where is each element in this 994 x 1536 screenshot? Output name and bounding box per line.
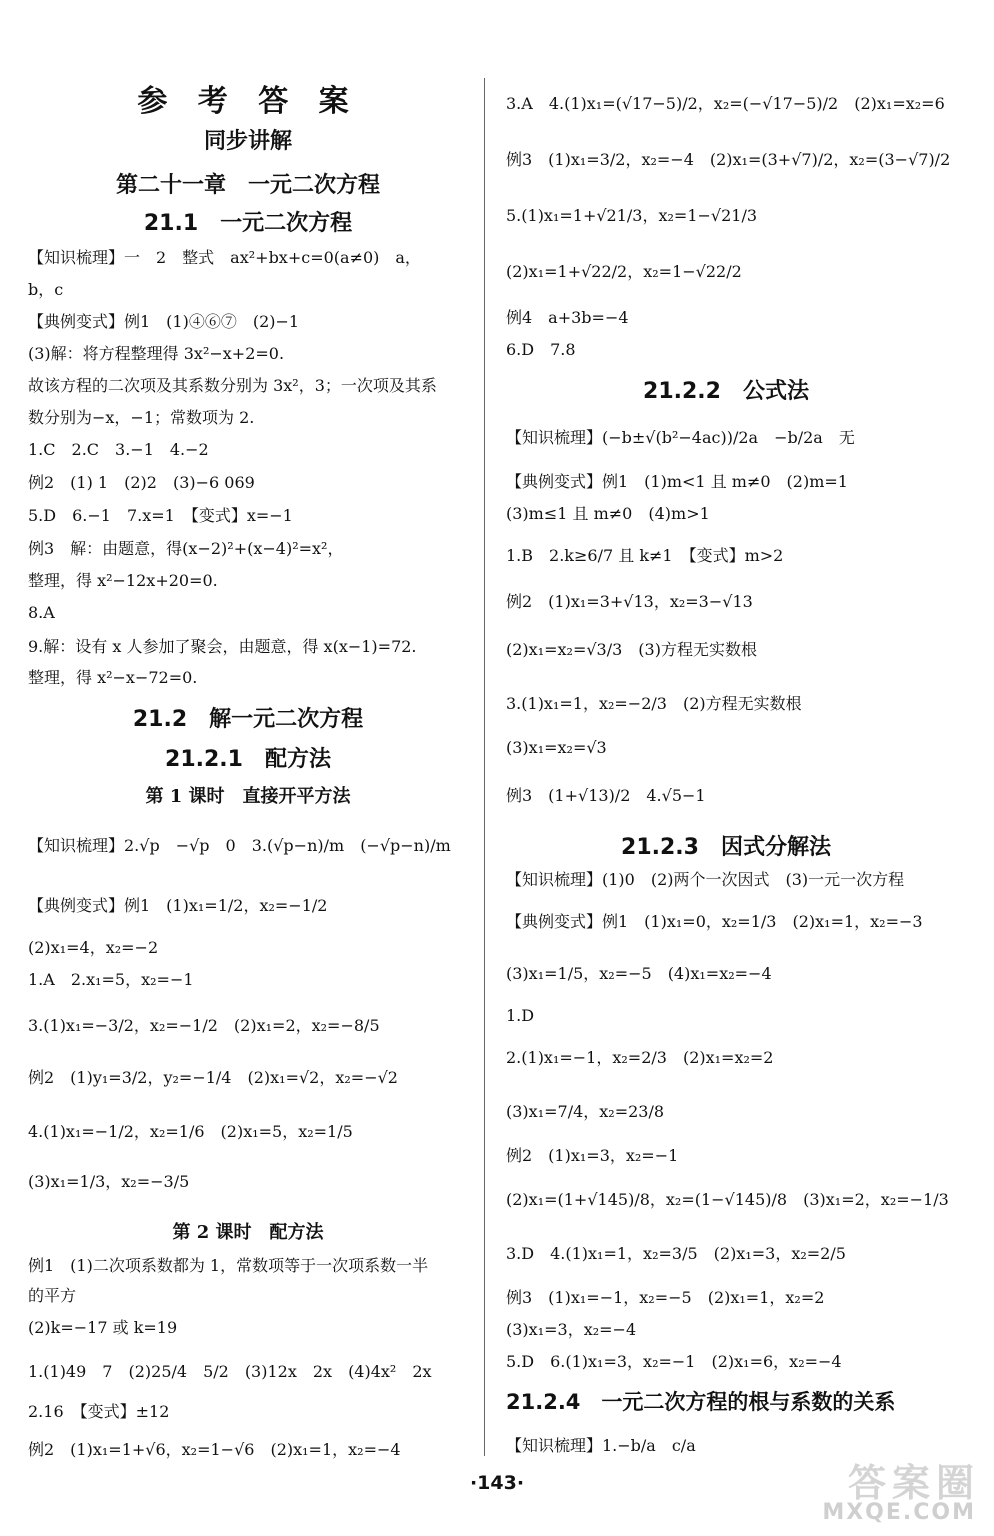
section-title-21-1: 21.1 一元二次方程	[143, 211, 353, 236]
lesson-title-2: 第 2 课时 配方法	[172, 1222, 324, 1243]
answer-line: (2)k=−17 或 k=19	[28, 1318, 178, 1337]
answer-line: 例2 (1)x₁=3，x₂=−1	[506, 1146, 679, 1165]
answer-line: 例2 (1)y₁=3/2，y₂=−1/4 (2)x₁=√2，x₂=−√2	[28, 1068, 398, 1087]
section-title-21-2-4: 21.2.4 一元二次方程的根与系数的关系	[506, 1390, 896, 1414]
lesson-title-1: 第 1 课时 直接开平方法	[145, 786, 351, 807]
answer-line: 4.(1)x₁=−1/2，x₂=1/6 (2)x₁=5，x₂=1/5	[28, 1122, 353, 1141]
answer-line: (2)x₁=x₂=√3/3 (3)方程无实数根	[506, 640, 757, 659]
answer-line: (2)x₁=(1+√145)/8，x₂=(1−√145)/8 (3)x₁=2，x₂=−1/3	[506, 1190, 949, 1209]
answer-line: 3.(1)x₁=−3/2，x₂=−1/2 (2)x₁=2，x₂=−8/5	[28, 1016, 380, 1035]
answer-line: 例3 (1+√13)/2 4.√5−1	[506, 786, 706, 805]
answer-line: 【知识梳理】2.√p −√p 0 3.(√p−n)/m (−√p−n)/m	[28, 836, 451, 855]
answer-line: b，c	[28, 280, 64, 299]
answer-line: 5.D 6.−1 7.x=1 【变式】x=−1	[28, 506, 293, 525]
answer-line: 2.(1)x₁=−1，x₂=2/3 (2)x₁=x₂=2	[506, 1048, 774, 1067]
answer-line: 5.(1)x₁=1+√21/3，x₂=1−√21/3	[506, 206, 758, 225]
answer-line: 5.D 6.(1)x₁=3，x₂=−1 (2)x₁=6，x₂=−4	[506, 1352, 842, 1371]
answer-line: 6.D 7.8	[506, 340, 576, 359]
answer-line: (3)x₁=1/3，x₂=−3/5	[28, 1172, 190, 1191]
answer-line: 3.(1)x₁=1，x₂=−2/3 (2)方程无实数根	[506, 694, 802, 713]
answer-line: (3)x₁=3，x₂=−4	[506, 1320, 637, 1339]
page-subtitle: 同步讲解	[203, 129, 292, 154]
answer-line: 3.A 4.(1)x₁=(√17−5)/2，x₂=(−√17−5)/2 (2)x₁=x₂=6	[506, 94, 945, 113]
answer-line: (3)x₁=x₂=√3	[506, 738, 607, 757]
answer-line: 【典例变式】例1 (1)x₁=0，x₂=1/3 (2)x₁=1，x₂=−3	[506, 912, 923, 931]
page-title: 参 考 答 案	[137, 84, 359, 119]
answer-line: (3)解：将方程整理得 3x²−x+2=0.	[28, 344, 285, 363]
answer-line: 1.D	[506, 1006, 535, 1025]
answer-line: 例1 (1)二次项系数都为 1，常数项等于一次项系数一半	[28, 1256, 429, 1275]
section-title-21-2-3: 21.2.3 因式分解法	[621, 835, 831, 860]
answer-line: 1.(1)49 7 (2)25/4 5/2 (3)12x 2x (4)4x² 2x	[28, 1362, 432, 1381]
answer-line: 【知识梳理】1.−b/a c/a	[506, 1436, 696, 1455]
watermark-logo	[810, 1452, 980, 1528]
answer-line: 例2 (1)x₁=3+√13，x₂=3−√13	[506, 592, 753, 611]
page-number: ·143·	[469, 1472, 525, 1494]
answer-line: (3)x₁=7/4，x₂=23/8	[506, 1102, 665, 1121]
answer-line: 故该方程的二次项及其系数分别为 3x²，3；一次项及其系	[28, 376, 437, 395]
answer-line: 3.D 4.(1)x₁=1，x₂=3/5 (2)x₁=3，x₂=2/5	[506, 1244, 846, 1263]
answer-line: 8.A	[28, 603, 55, 622]
answer-line: 【知识梳理】(1)0 (2)两个一次因式 (3)一元一次方程	[506, 870, 905, 889]
answer-line: 的平方	[28, 1286, 77, 1305]
answer-line: 【典例变式】例1 (1)④⑥⑦ (2)−1	[28, 312, 300, 331]
answer-line: 2.16 【变式】±12	[28, 1402, 170, 1421]
watermark-url: MXQE.COM	[822, 1500, 976, 1525]
answer-line: 例2 (1)x₁=1+√6，x₂=1−√6 (2)x₁=1，x₂=−4	[28, 1440, 401, 1459]
answer-line: 例4 a+3b=−4	[506, 308, 629, 327]
answer-line: 数分别为−x，−1；常数项为 2.	[28, 408, 255, 427]
answer-line: 【知识梳理】一 2 整式 ax²+bx+c=0(a≠0) a，	[28, 248, 421, 267]
section-title-21-2-1: 21.2.1 配方法	[165, 747, 331, 772]
answer-line: 例3 解：由题意，得(x−2)²+(x−4)²=x²，	[28, 539, 344, 558]
answer-line: 整理，得 x²−12x+20=0.	[28, 571, 218, 590]
answer-line: (3)x₁=1/5，x₂=−5 (4)x₁=x₂=−4	[506, 964, 772, 983]
answer-line: (2)x₁=1+√22/2，x₂=1−√22/2	[506, 262, 742, 281]
answer-line: 整理，得 x²−x−72=0.	[28, 668, 198, 687]
answer-line: 1.B 2.k≥6/7 且 k≠1 【变式】m>2	[506, 546, 784, 565]
answer-line: (2)x₁=4，x₂=−2	[28, 938, 159, 957]
answer-line: 1.C 2.C 3.−1 4.−2	[28, 440, 209, 459]
answer-line: 9.解：设有 x 人参加了聚会，由题意，得 x(x−1)=72.	[28, 637, 417, 656]
answer-line: 例3 (1)x₁=−1，x₂=−5 (2)x₁=1，x₂=2	[506, 1288, 825, 1307]
answer-line: (3)m≤1 且 m≠0 (4)m>1	[506, 504, 710, 523]
answer-line: 【知识梳理】(−b±√(b²−4ac))/2a −b/2a 无	[506, 428, 855, 447]
answer-line: 例3 (1)x₁=3/2，x₂=−4 (2)x₁=(3+√7)/2，x₂=(3−√7)/2	[506, 150, 951, 169]
answer-line: 1.A 2.x₁=5，x₂=−1	[28, 970, 194, 989]
column-divider	[484, 78, 485, 1456]
section-title-21-2: 21.2 解一元二次方程	[132, 707, 364, 732]
watermark-text: 答案圈	[847, 1461, 980, 1505]
answer-line: 例2 (1) 1 (2)2 (3)−6 069	[28, 473, 255, 492]
section-title-21-2-2: 21.2.2 公式法	[643, 379, 809, 404]
answer-line: 【典例变式】例1 (1)x₁=1/2，x₂=−1/2	[28, 896, 328, 915]
chapter-title: 第二十一章 一元二次方程	[115, 173, 380, 198]
answer-line: 【典例变式】例1 (1)m<1 且 m≠0 (2)m=1	[506, 472, 848, 491]
